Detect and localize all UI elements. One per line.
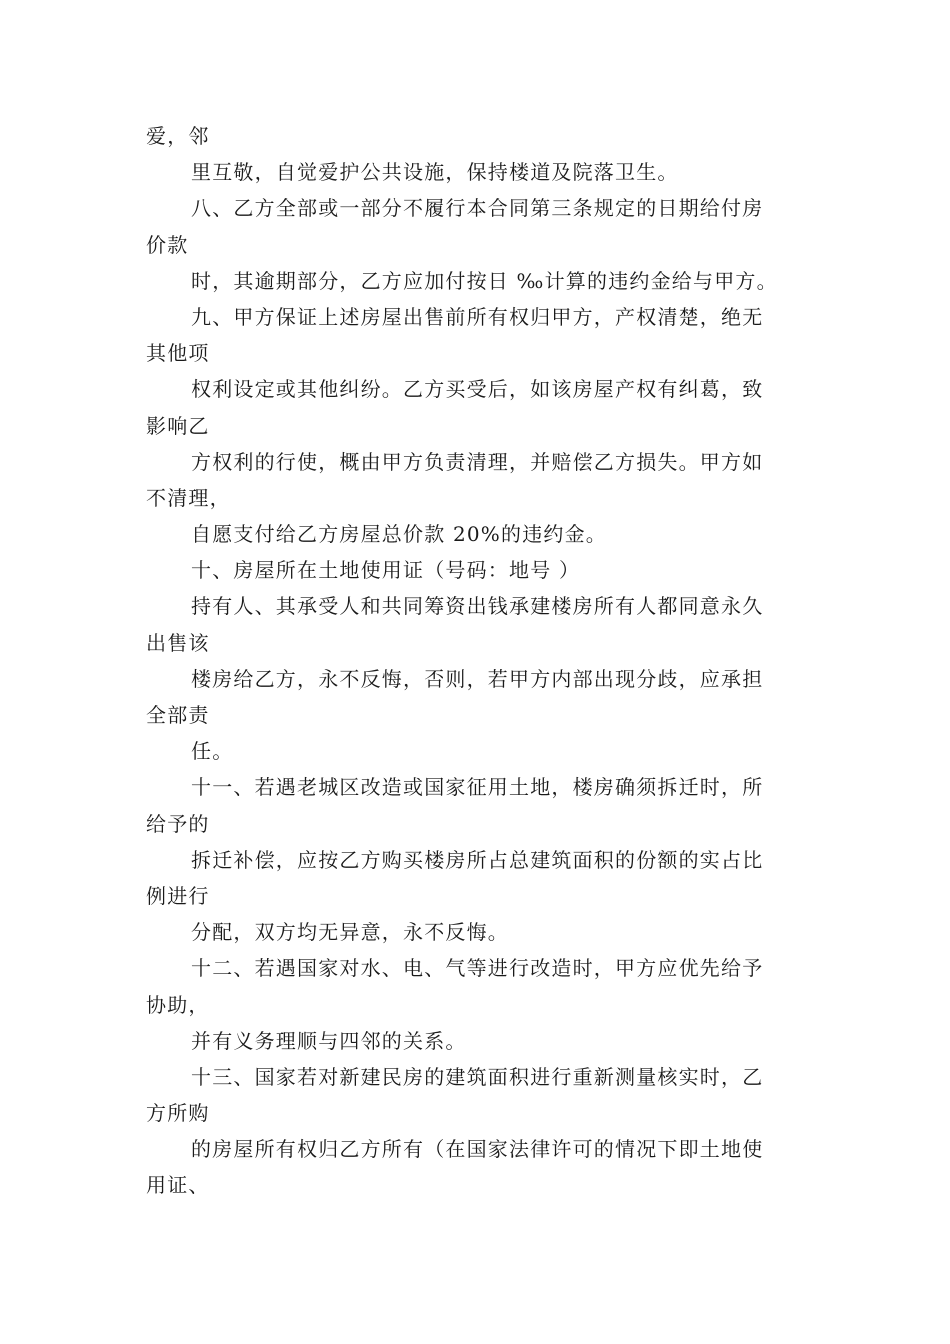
clause-9-line: 九、甲方保证上述房屋出售前所有权归甲方，产权清楚，绝无	[191, 304, 764, 329]
text-line: 影响乙	[146, 413, 210, 438]
clause-8-line: 八、乙方全部或一部分不履行本合同第三条规定的日期给付房	[191, 196, 764, 221]
text-line: 用证、	[146, 1173, 210, 1198]
text-line: 权利设定或其他纠纷。乙方买受后，如该房屋产权有纠葛，致	[191, 377, 764, 402]
text-line: 全部责	[146, 703, 210, 727]
text-line: 给予的	[146, 811, 210, 836]
clause-13-line: 十三、国家若对新建民房的建筑面积进行重新测量核实时，乙	[191, 1064, 764, 1089]
text-line: 出售该	[146, 630, 210, 655]
text-line: 价款	[146, 232, 189, 257]
text-line: 爱，邻	[146, 124, 210, 148]
text-line: 分配，双方均无异意，永不反悔。	[191, 920, 509, 945]
text-line: 方权利的行使，概由甲方负责清理，并赔偿乙方损失。甲方如	[191, 449, 764, 474]
text-line: 时，其逾期部分，乙方应加付按日 ‰计算的违约金给与甲方。	[191, 268, 778, 293]
text-line: 里互敬，自觉爱护公共设施，保持楼道及院落卫生。	[191, 160, 679, 185]
text-line: 不清理，	[146, 485, 231, 510]
text-line: 楼房给乙方，永不反悔，否则，若甲方内部出现分歧，应承担	[191, 666, 764, 691]
text-line: 持有人、其承受人和共同筹资出钱承建楼房所有人都同意永久	[191, 594, 764, 619]
text-line: 其他项	[146, 341, 210, 366]
text-line: 方所购	[146, 1101, 210, 1126]
text-line: 拆迁补偿，应按乙方购买楼房所占总建筑面积的份额的实占比	[191, 847, 764, 872]
text-line: 协助，	[146, 992, 210, 1017]
text-line: 任。	[191, 739, 234, 764]
text-line: 并有义务理顺与四邻的关系。	[191, 1028, 467, 1053]
clause-11-line: 十一、若遇老城区改造或国家征用土地，楼房确须拆迁时，所	[191, 775, 764, 800]
clause-10-line: 十、房屋所在土地使用证（号码：地号 ）	[191, 558, 581, 583]
text-line: 例进行	[146, 883, 210, 908]
text-line: 的房屋所有权归乙方所有（在国家法律许可的情况下即土地使	[191, 1137, 764, 1162]
text-line: 自愿支付给乙方房屋总价款 20%的违约金。	[191, 522, 608, 547]
clause-12-line: 十二、若遇国家对水、电、气等进行改造时，甲方应优先给予	[191, 956, 764, 981]
document-body	[146, 118, 811, 1204]
